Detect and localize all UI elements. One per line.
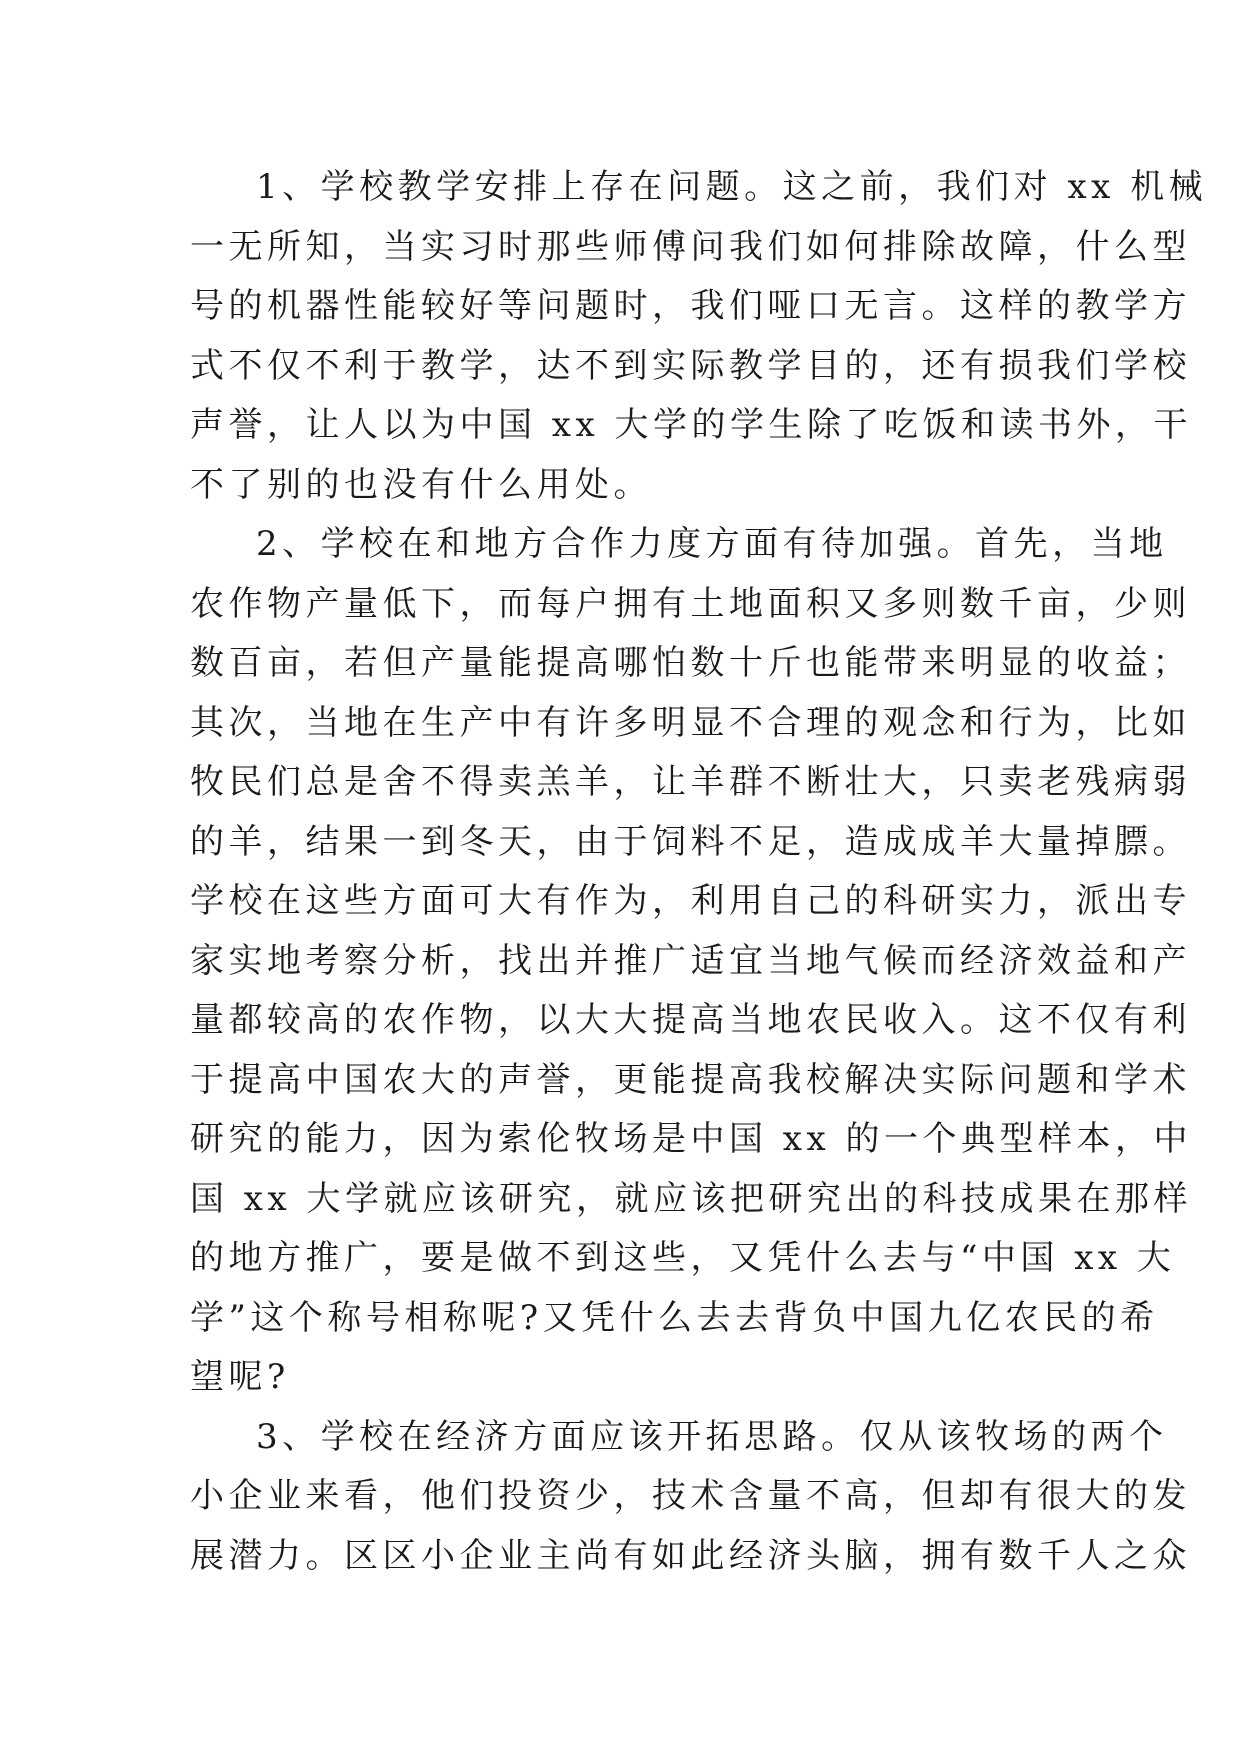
text-line: 1、学校教学安排上存在问题。这之前，我们对 xx 机械	[256, 167, 1208, 207]
text-line: 研究的能力，因为索伦牧场是中国 xx 的一个典型样本，中	[190, 1119, 1192, 1159]
paragraph-3	[190, 1408, 1191, 1587]
text-line: 式不仅不利于教学，达不到实际教学目的，还有损我们学校	[190, 345, 1191, 386]
text-line: 的地方推广，要是做不到这些，又凭什么去与“中国 xx 大	[190, 1238, 1176, 1278]
text-line: 牧民们总是舍不得卖羔羊，让羊群不断壮大，只卖老残病弱	[190, 762, 1191, 802]
text-line: 一无所知，当实习时那些师傅问我们如何排除故障，什么型	[190, 226, 1191, 267]
text-line: 于提高中国农大的声誉，更能提高我校解决实际问题和学术	[190, 1059, 1191, 1100]
text-line: 望呢?	[190, 1357, 290, 1397]
paragraph-1	[190, 158, 1208, 515]
text-line: 数百亩，若但产量能提高哪怕数十斤也能带来明显的收益；	[190, 643, 1191, 683]
paragraph-2	[190, 515, 1192, 1408]
text-line: 家实地考察分析，找出并推广适宜当地气候而经济效益和产	[190, 940, 1191, 981]
text-line: 国 xx 大学就应该研究，就应该把研究出的科技成果在那样	[190, 1178, 1192, 1219]
text-line: 学”这个称号相称呢?又凭什么去去背负中国九亿农民的希	[190, 1297, 1159, 1338]
text-line: 小企业来看，他们投资少，技术含量不高，但却有很大的发	[190, 1476, 1191, 1516]
text-line: 的羊，结果一到冬天，由于饲料不足，造成成羊大量掉膘。	[190, 821, 1191, 862]
text-line: 2、学校在和地方合作力度方面有待加强。首先，当地	[256, 524, 1168, 564]
text-line: 其次，当地在生产中有许多明显不合理的观念和行为，比如	[190, 702, 1191, 743]
text-line: 3、学校在经济方面应该开拓思路。仅从该牧场的两个	[256, 1416, 1168, 1457]
text-line: 农作物产量低下，而每户拥有土地面积又多则数千亩，少则	[190, 583, 1191, 624]
text-line: 量都较高的农作物，以大大提高当地农民收入。这不仅有利	[190, 1000, 1191, 1040]
text-line: 展潜力。区区小企业主尚有如此经济头脑，拥有数千人之众	[190, 1535, 1191, 1576]
text-line: 声誉，让人以为中国 xx 大学的学生除了吃饭和读书外，干	[190, 405, 1192, 445]
body-text	[190, 158, 1208, 1586]
text-line: 学校在这些方面可大有作为，利用自己的科研实力，派出专	[190, 881, 1191, 921]
text-line: 不了别的也没有什么用处。	[190, 464, 652, 505]
text-line: 号的机器性能较好等问题时，我们哑口无言。这样的教学方	[190, 286, 1191, 326]
